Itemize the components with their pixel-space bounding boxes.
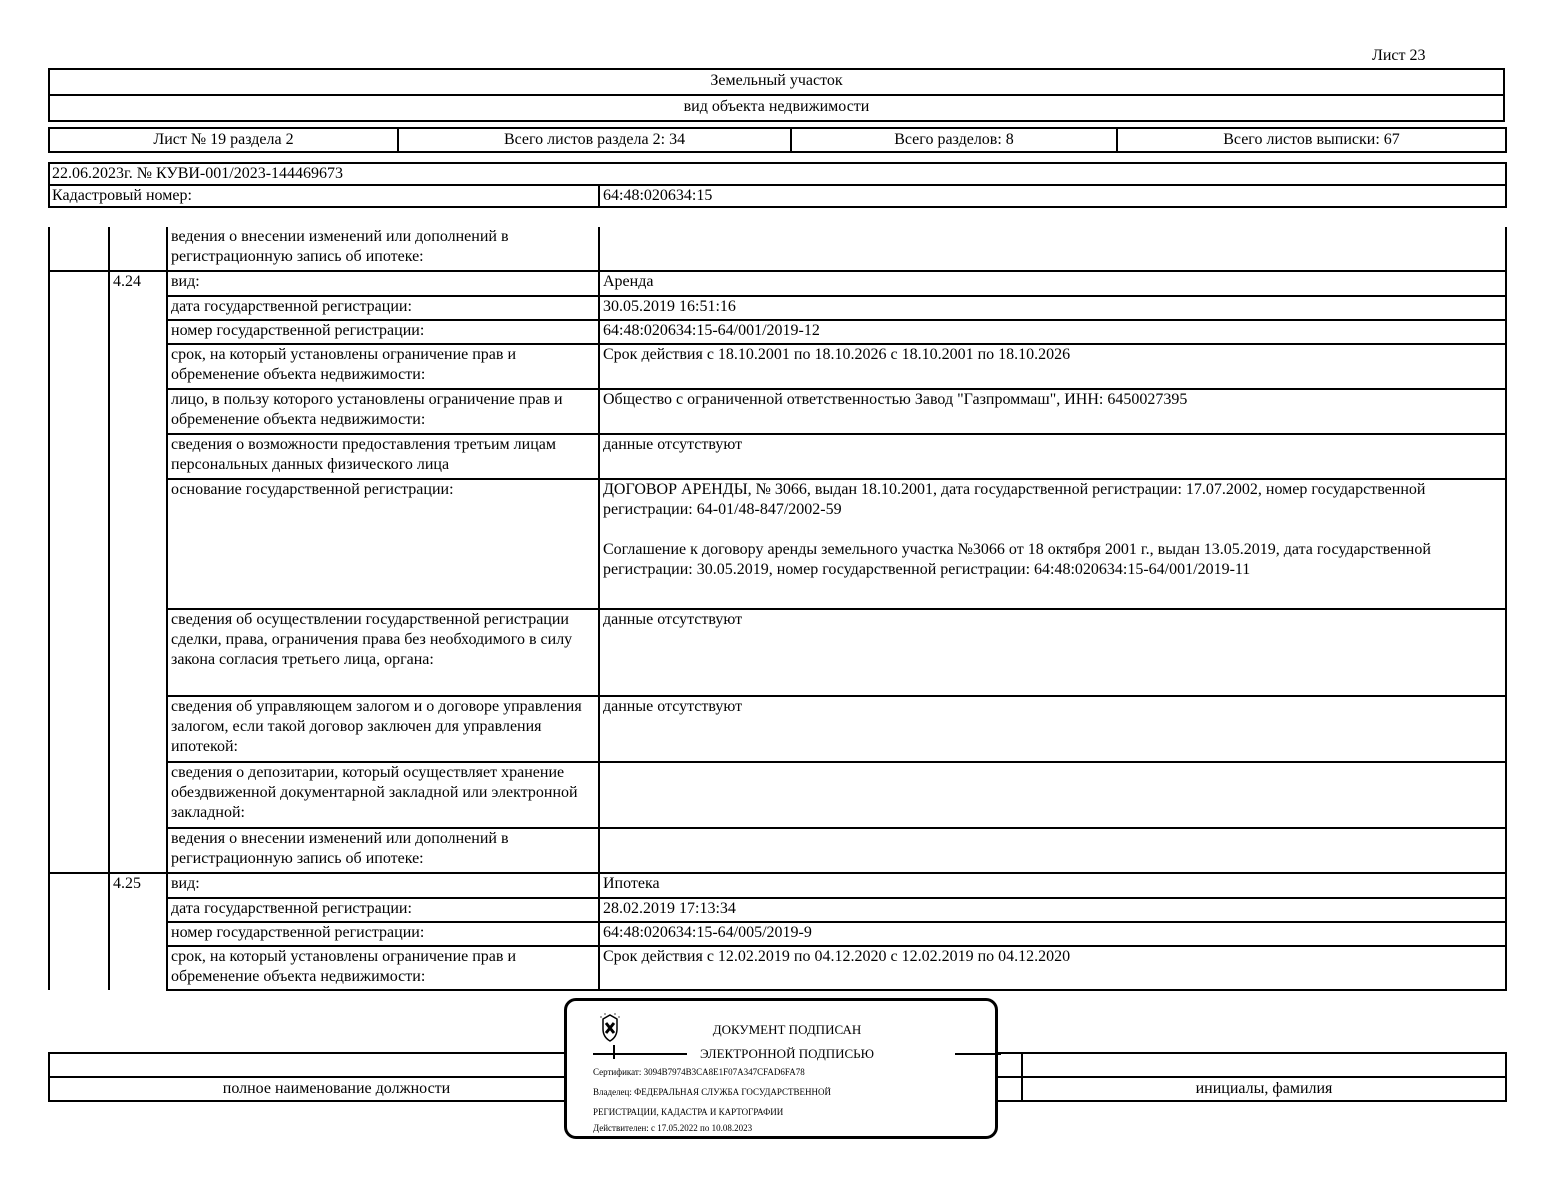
total-sections: Всего разделов: 8 bbox=[791, 128, 1117, 152]
stamp-certificate: Сертификат: 3094B7974B3CA8E1F07A347CFAD6FA78 bbox=[593, 1067, 805, 1077]
row-label: сведения об управляющем залогом и о договоре управления залогом, если такой договор заключен для управления ипотекой: bbox=[167, 696, 599, 762]
row-label: ведения о внесении изменений или дополнений в регистрационную запись об ипотеке: bbox=[167, 828, 599, 873]
row-label: дата государственной регистрации: bbox=[167, 898, 599, 922]
row-label: лицо, в пользу которого установлены ограничение прав и обременение объекта недвижимости: bbox=[167, 389, 599, 434]
blank-cell bbox=[49, 479, 109, 609]
row-number: 4.25 bbox=[109, 873, 167, 898]
cadastral-label: Кадастровый номер: bbox=[49, 185, 599, 207]
row-value bbox=[599, 922, 1506, 946]
row-number bbox=[109, 320, 167, 344]
row-value bbox=[599, 828, 1506, 873]
row-value bbox=[599, 609, 1506, 696]
stamp-owner-continued: РЕГИСТРАЦИИ, КАДАСТРА И КАРТОГРАФИИ bbox=[593, 1107, 784, 1117]
blank-cell bbox=[49, 762, 109, 828]
table-row bbox=[49, 898, 1506, 922]
row-value-text: 64:48:020634:15-64/001/2019-12 bbox=[603, 322, 820, 339]
table-row bbox=[49, 271, 1506, 296]
row-label: вид: bbox=[167, 271, 599, 296]
blank-cell bbox=[49, 320, 109, 344]
total-sheets-extract: Всего листов выписки: 67 bbox=[1117, 128, 1506, 152]
row-number: 4.24 bbox=[109, 271, 167, 296]
row-number bbox=[109, 479, 167, 609]
table-row bbox=[49, 434, 1506, 479]
blank-cell bbox=[49, 271, 109, 296]
row-value-text: 30.05.2019 16:51:16 bbox=[603, 298, 736, 315]
row-number bbox=[109, 344, 167, 389]
row-number bbox=[109, 609, 167, 696]
stamp-divider bbox=[593, 1053, 687, 1055]
row-label: срок, на который установлены ограничение прав и обременение объекта недвижимости: bbox=[167, 946, 599, 990]
row-value-text: ДОГОВОР АРЕНДЫ, № 3066, выдан 18.10.2001, дата государственной регистрации: 17.07.2002, номер государственной регистрации: 64-01/48-847/2002-59 bbox=[603, 481, 1426, 518]
row-label: вид: bbox=[167, 873, 599, 898]
row-number bbox=[109, 922, 167, 946]
row-number bbox=[109, 434, 167, 479]
object-header bbox=[48, 68, 1505, 122]
coat-of-arms-icon bbox=[593, 1011, 627, 1045]
row-value bbox=[599, 762, 1506, 828]
row-value-text: Общество с ограниченной ответственностью Завод "Газпроммаш", ИНН: 6450027395 bbox=[603, 391, 1188, 408]
blank-cell bbox=[49, 344, 109, 389]
meta-table bbox=[48, 162, 1507, 208]
stamp-tick bbox=[613, 1045, 615, 1059]
object-type: Земельный участок bbox=[710, 72, 843, 89]
table-row bbox=[49, 389, 1506, 434]
table-row bbox=[49, 946, 1506, 990]
stamp-divider bbox=[955, 1053, 1001, 1055]
row-value-text: данные отсутствуют bbox=[603, 436, 743, 453]
row-value-text: данные отсутствуют bbox=[603, 698, 743, 715]
row-value bbox=[599, 873, 1506, 898]
row-number bbox=[109, 898, 167, 922]
row-number bbox=[109, 296, 167, 320]
electronic-signature-stamp bbox=[564, 998, 998, 1139]
stamp-title: ДОКУМЕНТ ПОДПИСАН bbox=[712, 1022, 862, 1037]
row-number bbox=[109, 389, 167, 434]
row-value bbox=[599, 296, 1506, 320]
cadastral-value: 64:48:020634:15 bbox=[599, 185, 1506, 207]
blank-cell bbox=[49, 227, 109, 271]
row-value bbox=[599, 227, 1506, 271]
row-label: основание государственной регистрации: bbox=[167, 479, 599, 609]
encumbrance-table bbox=[48, 227, 1507, 991]
table-row bbox=[49, 696, 1506, 762]
table-row bbox=[49, 873, 1506, 898]
table-row bbox=[49, 227, 1506, 271]
table-row bbox=[49, 320, 1506, 344]
row-number bbox=[109, 696, 167, 762]
stamp-owner: Владелец: ФЕДЕРАЛЬНАЯ СЛУЖБА ГОСУДАРСТВЕННОЙ bbox=[593, 1087, 832, 1097]
row-value bbox=[599, 946, 1506, 990]
row-value bbox=[599, 389, 1506, 434]
table-row bbox=[49, 762, 1506, 828]
blank-cell bbox=[49, 296, 109, 320]
blank-cell bbox=[49, 696, 109, 762]
row-number bbox=[109, 946, 167, 990]
row-value-text: Аренда bbox=[603, 273, 654, 290]
row-value bbox=[599, 271, 1506, 296]
table-row bbox=[49, 296, 1506, 320]
blank-cell bbox=[49, 434, 109, 479]
sheet-of-section: Лист № 19 раздела 2 bbox=[49, 128, 398, 152]
stamp-subtitle: ЭЛЕКТРОННОЙ ПОДПИСЬЮ bbox=[700, 1046, 874, 1061]
position-caption: полное наименование должности bbox=[49, 1077, 624, 1101]
stamp-validity: Действителен: с 17.05.2022 по 10.08.2023 bbox=[593, 1123, 753, 1133]
row-label: дата государственной регистрации: bbox=[167, 296, 599, 320]
object-type-caption: вид объекта недвижимости bbox=[50, 94, 1503, 120]
extract-date-number: 22.06.2023г. № КУВИ-001/2023-144469673 bbox=[49, 163, 1506, 185]
row-number bbox=[109, 828, 167, 873]
row-label: номер государственной регистрации: bbox=[167, 922, 599, 946]
row-value-text: Срок действия с 12.02.2019 по 04.12.2020 с 12.02.2019 по 04.12.2020 bbox=[603, 948, 1071, 965]
row-value bbox=[599, 898, 1506, 922]
table-row bbox=[49, 609, 1506, 696]
row-value bbox=[599, 696, 1506, 762]
name-field bbox=[1022, 1053, 1506, 1077]
name-caption: инициалы, фамилия bbox=[1022, 1077, 1506, 1101]
blank-cell bbox=[49, 389, 109, 434]
table-row bbox=[49, 922, 1506, 946]
row-value bbox=[599, 434, 1506, 479]
table-row bbox=[49, 479, 1506, 609]
sheet-counts-table bbox=[48, 127, 1507, 153]
row-number bbox=[109, 762, 167, 828]
blank-cell bbox=[49, 609, 109, 696]
row-value bbox=[599, 320, 1506, 344]
blank-cell bbox=[49, 828, 109, 873]
row-label: сведения о депозитарии, который осуществляет хранение обездвиженной документарной закладной или электронной закладной: bbox=[167, 762, 599, 828]
table-row bbox=[49, 828, 1506, 873]
row-label: срок, на который установлены ограничение прав и обременение объекта недвижимости: bbox=[167, 344, 599, 389]
row-value bbox=[599, 344, 1506, 389]
row-value-text: Соглашение к договору аренды земельного участка №3066 от 18 октября 2001 г., выдан 13.05.2019, дата государственной регистрации: 30.05.2019, номер государственной регистрации: 64:48:020634:15-64/001/2019-11 bbox=[603, 541, 1431, 578]
row-label: ведения о внесении изменений или дополнений в регистрационную запись об ипотеке: bbox=[167, 227, 599, 271]
row-value-text: Ипотека bbox=[603, 875, 660, 892]
row-value-text: 64:48:020634:15-64/005/2019-9 bbox=[603, 924, 812, 941]
total-sheets-section: Всего листов раздела 2: 34 bbox=[398, 128, 791, 152]
blank-cell bbox=[49, 898, 109, 922]
row-value-text: 28.02.2019 17:13:34 bbox=[603, 900, 736, 917]
row-label: номер государственной регистрации: bbox=[167, 320, 599, 344]
sheet-number: Лист 23 bbox=[1372, 47, 1426, 64]
blank-cell bbox=[49, 946, 109, 990]
position-field bbox=[49, 1053, 624, 1077]
blank-cell bbox=[49, 922, 109, 946]
row-value-text: данные отсутствуют bbox=[603, 611, 743, 628]
row-value-text: Срок действия с 18.10.2001 по 18.10.2026 с 18.10.2001 по 18.10.2026 bbox=[603, 346, 1071, 363]
row-label: сведения о возможности предоставления третьим лицам персональных данных физического лица bbox=[167, 434, 599, 479]
blank-cell bbox=[49, 873, 109, 898]
row-label: сведения об осуществлении государственной регистрации сделки, права, ограничения права без необходимого в силу закона согласия третьего лица, органа: bbox=[167, 609, 599, 696]
row-value bbox=[599, 479, 1506, 609]
row-number bbox=[109, 227, 167, 271]
table-row bbox=[49, 344, 1506, 389]
